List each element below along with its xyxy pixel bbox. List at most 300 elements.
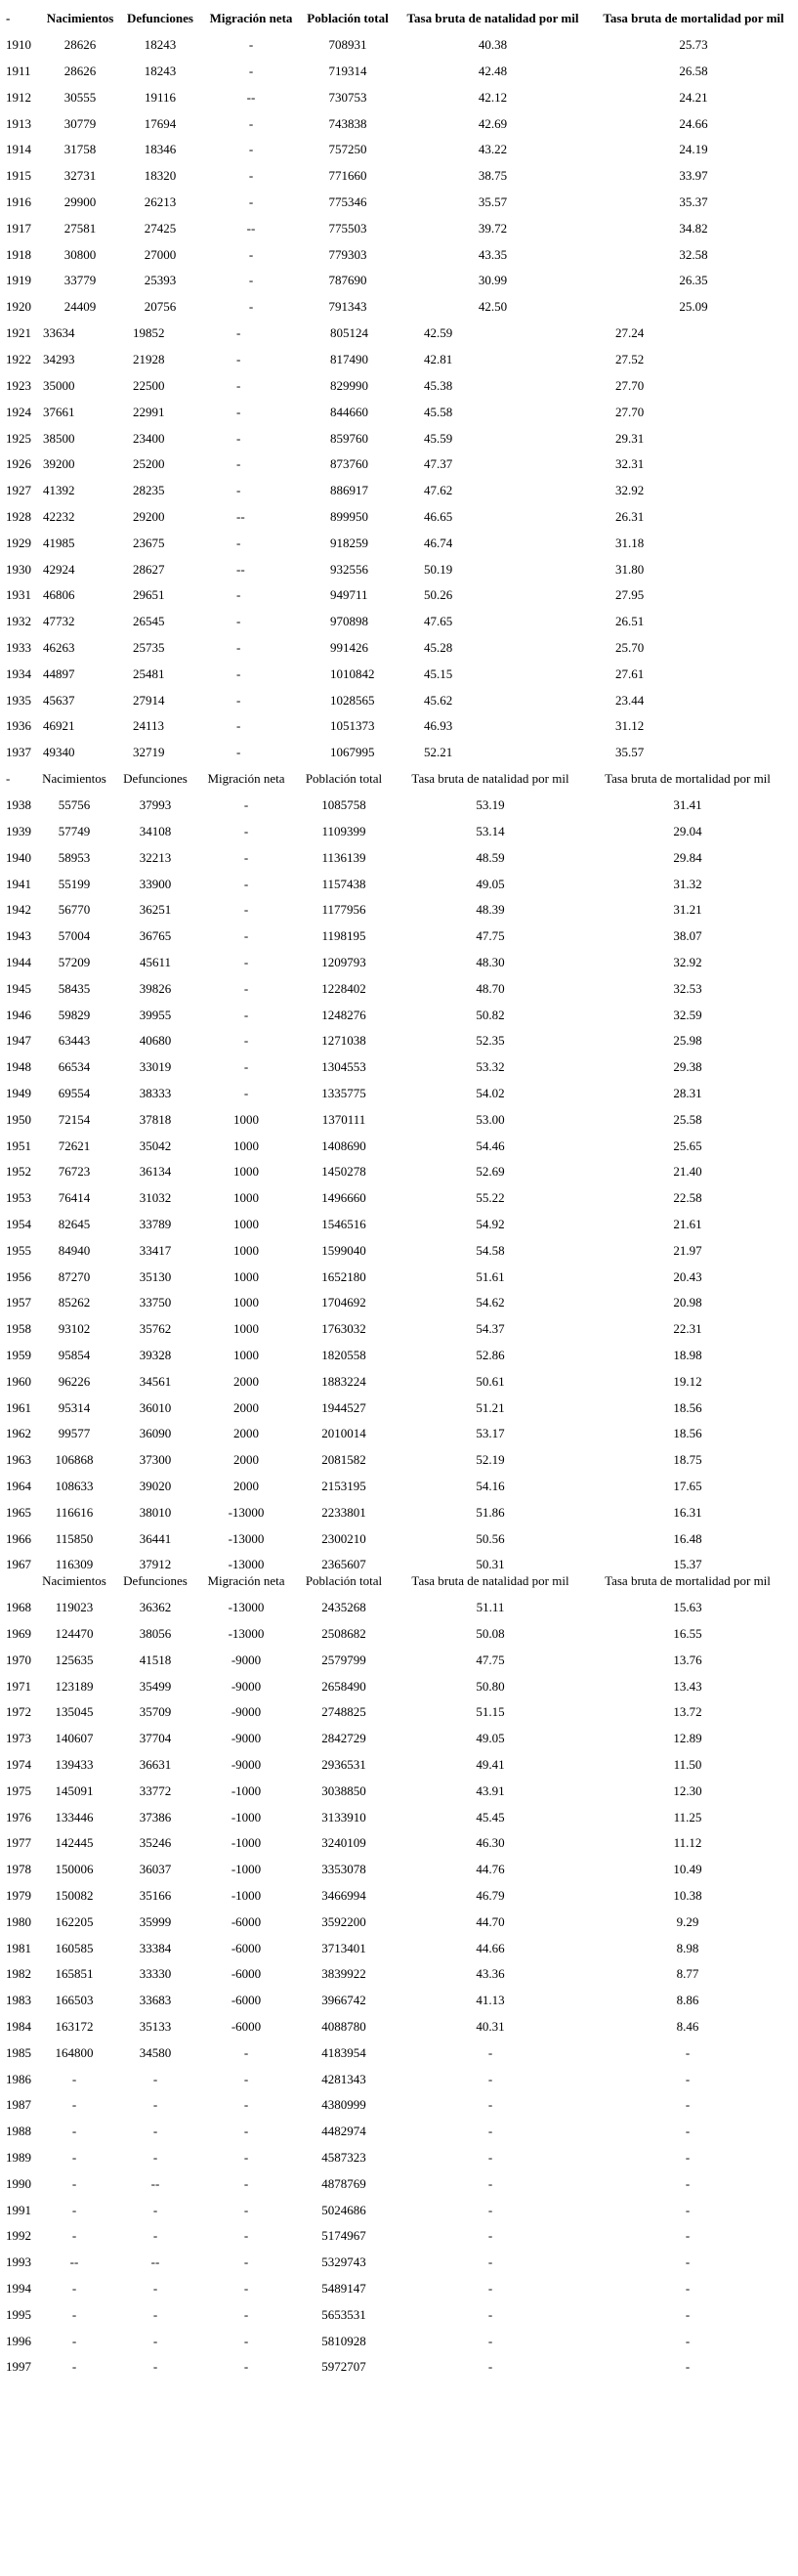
- cell-net-migration: 1000: [233, 1347, 259, 1362]
- cell-total-population: 2508682: [321, 1625, 366, 1641]
- cell-year: 1949: [6, 1085, 31, 1100]
- cell-death-rate: 24.21: [679, 89, 708, 105]
- cell-death-rate: 32.59: [673, 1007, 702, 1022]
- cell-total-population: 1408690: [321, 1138, 366, 1153]
- cell-year: 1958: [6, 1321, 31, 1337]
- cell-total-population: 4183954: [321, 2044, 366, 2060]
- cell-year: 1957: [6, 1295, 31, 1310]
- cell-births: 95314: [58, 1399, 91, 1415]
- cell-birth-rate: 45.58: [424, 404, 453, 419]
- cell-births: 140607: [55, 1731, 94, 1746]
- table-row: [0, 1106, 787, 1133]
- cell-year: 1925: [6, 430, 31, 446]
- cell-birth-rate: -: [487, 2202, 493, 2217]
- cell-year: 1979: [6, 1887, 31, 1903]
- cell-birth-rate: 46.79: [476, 1887, 505, 1903]
- cell-deaths: 35499: [139, 1678, 172, 1694]
- table-row: [0, 294, 798, 321]
- cell-year: 1983: [6, 1993, 31, 2008]
- table-row: [0, 740, 798, 766]
- cell-net-migration: -: [248, 63, 254, 78]
- cell-death-rate: 24.19: [679, 142, 708, 157]
- cell-birth-rate: -: [487, 2124, 493, 2139]
- cell-net-migration: -: [243, 980, 249, 996]
- table-row: [0, 425, 798, 451]
- cell-total-population: 791343: [328, 299, 367, 315]
- cell-net-migration: -: [236, 352, 241, 367]
- table-row: [0, 1988, 787, 2014]
- cell-net-migration: -9000: [231, 1678, 262, 1694]
- cell-deaths: 29651: [133, 587, 165, 603]
- cell-net-migration: -: [248, 115, 254, 131]
- cell-death-rate: 18.98: [673, 1347, 702, 1362]
- cell-births: 163172: [55, 2018, 94, 2034]
- table-row: [0, 871, 787, 897]
- cell-births: 47732: [43, 614, 75, 629]
- cell-total-population: 2153195: [321, 1478, 366, 1493]
- cell-year: 1952: [6, 1164, 31, 1180]
- table-header-row: [0, 1568, 787, 1595]
- cell-deaths: 36441: [139, 1530, 172, 1546]
- table-row: [0, 2328, 787, 2354]
- cell-year: 1950: [6, 1111, 31, 1127]
- cell-net-migration: 2000: [233, 1478, 259, 1493]
- cell-death-rate: 25.58: [673, 1111, 702, 1127]
- cell-deaths: -: [152, 2149, 158, 2165]
- cell-total-population: 817490: [330, 352, 368, 367]
- table-row: [0, 635, 798, 662]
- table-row: [0, 215, 798, 241]
- cell-death-rate: 27.70: [615, 404, 645, 419]
- cell-death-rate: 16.31: [673, 1504, 702, 1520]
- table-row: [0, 1752, 787, 1779]
- cell-deaths: 35166: [139, 1887, 172, 1903]
- cell-births: -: [71, 2097, 77, 2113]
- cell-birth-rate: 52.86: [476, 1347, 505, 1362]
- cell-death-rate: 21.40: [673, 1164, 702, 1180]
- cell-year: 1993: [6, 2254, 31, 2270]
- cell-deaths: 36090: [139, 1426, 172, 1441]
- cell-total-population: 1157438: [321, 876, 366, 891]
- table-row: [0, 819, 787, 845]
- cell-death-rate: 22.58: [673, 1190, 702, 1206]
- cell-birth-rate: 38.75: [478, 168, 508, 184]
- cell-births: 119023: [55, 1600, 94, 1615]
- cell-total-population: 3592200: [321, 1913, 366, 1929]
- cell-deaths: 33900: [139, 876, 172, 891]
- cell-births: 42924: [43, 561, 75, 577]
- cell-death-rate: 31.21: [673, 902, 702, 918]
- cell-net-migration: 1000: [233, 1164, 259, 1180]
- table-row: [0, 1237, 787, 1264]
- cell-year: 1987: [6, 2097, 31, 2113]
- cell-deaths: 35246: [139, 1835, 172, 1851]
- cell-births: 58435: [58, 980, 91, 996]
- cell-death-rate: 9.29: [676, 1913, 699, 1929]
- cell-deaths: 39826: [139, 980, 172, 996]
- cell-net-migration: -: [248, 37, 254, 53]
- cell-deaths: 34108: [139, 823, 172, 838]
- cell-total-population: 3133910: [321, 1809, 366, 1825]
- column-header-births: Nacimientos: [46, 11, 114, 26]
- cell-deaths: 39020: [139, 1478, 172, 1493]
- cell-net-migration: -: [248, 142, 254, 157]
- cell-births: 150006: [55, 1862, 94, 1877]
- cell-birth-rate: 50.26: [424, 587, 453, 603]
- cell-births: 32731: [63, 168, 97, 184]
- cell-deaths: 18320: [144, 168, 177, 184]
- column-header-year: -: [6, 11, 11, 26]
- cell-total-population: 1883224: [321, 1373, 366, 1389]
- cell-death-rate: 31.80: [615, 561, 645, 577]
- cell-total-population: 2300210: [321, 1530, 366, 1546]
- cell-deaths: 19852: [133, 325, 165, 341]
- cell-death-rate: -: [685, 2175, 691, 2191]
- cell-total-population: 4482974: [321, 2124, 366, 2139]
- cell-total-population: 1335775: [321, 1085, 366, 1100]
- cell-net-migration: -: [236, 535, 241, 550]
- cell-net-migration: -6000: [231, 1966, 262, 1982]
- cell-births: 59829: [58, 1007, 91, 1022]
- cell-birth-rate: 54.37: [476, 1321, 505, 1337]
- cell-births: 56770: [58, 902, 91, 918]
- cell-birth-rate: 30.99: [478, 273, 508, 288]
- cell-death-rate: 29.38: [673, 1059, 702, 1075]
- cell-year: 1985: [6, 2044, 31, 2060]
- table-row: [0, 268, 798, 294]
- cell-deaths: 27914: [133, 692, 165, 708]
- cell-death-rate: 27.61: [615, 665, 645, 681]
- cell-total-population: 1599040: [321, 1242, 366, 1258]
- cell-year: 1990: [6, 2175, 31, 2191]
- cell-year: 1992: [6, 2228, 31, 2244]
- cell-births: 85262: [58, 1295, 91, 1310]
- cell-total-population: 4281343: [321, 2071, 366, 2086]
- cell-death-rate: 38.07: [673, 928, 702, 944]
- cell-death-rate: 32.31: [615, 456, 645, 472]
- cell-death-rate: 15.37: [673, 1557, 702, 1572]
- cell-year: 1996: [6, 2333, 31, 2348]
- cell-net-migration: -13000: [228, 1530, 265, 1546]
- cell-net-migration: -6000: [231, 1940, 262, 1955]
- table-row: [0, 347, 798, 373]
- cell-births: 84940: [58, 1242, 91, 1258]
- cell-birth-rate: 42.69: [478, 115, 508, 131]
- cell-deaths: 36765: [139, 928, 172, 944]
- cell-death-rate: 26.58: [679, 63, 708, 78]
- cell-birth-rate: 50.19: [424, 561, 453, 577]
- cell-birth-rate: 44.76: [476, 1862, 505, 1877]
- table-row: [0, 1961, 787, 1988]
- table-row: [0, 1673, 787, 1699]
- cell-births: 106868: [55, 1452, 94, 1468]
- cell-birth-rate: -: [487, 2333, 493, 2348]
- cell-births: 63443: [58, 1033, 91, 1049]
- cell-deaths: 41518: [139, 1652, 172, 1667]
- cell-birth-rate: 55.22: [476, 1190, 505, 1206]
- cell-death-rate: 29.31: [615, 430, 645, 446]
- column-header-death-rate: Tasa bruta de mortalidad por mil: [603, 11, 784, 26]
- cell-birth-rate: 54.46: [476, 1138, 505, 1153]
- cell-births: 76723: [58, 1164, 91, 1180]
- cell-birth-rate: 52.35: [476, 1033, 505, 1049]
- cell-birth-rate: 43.35: [478, 246, 508, 262]
- cell-year: 1966: [6, 1530, 31, 1546]
- cell-deaths: 33417: [139, 1242, 172, 1258]
- cell-net-migration: -: [243, 2202, 249, 2217]
- cell-total-population: 2233801: [321, 1504, 366, 1520]
- cell-deaths: -: [152, 2306, 158, 2322]
- cell-death-rate: 32.92: [673, 954, 702, 969]
- cell-year: 1927: [6, 483, 31, 498]
- cell-birth-rate: 43.36: [476, 1966, 505, 1982]
- table-row: [0, 582, 798, 609]
- cell-year: 1959: [6, 1347, 31, 1362]
- demographics-table-1968-1997: [0, 1568, 787, 2381]
- cell-birth-rate: 51.11: [476, 1600, 505, 1615]
- cell-births: 31758: [63, 142, 97, 157]
- cell-total-population: 787690: [328, 273, 367, 288]
- cell-year: 1964: [6, 1478, 31, 1493]
- cell-births: 39200: [43, 456, 75, 472]
- cell-deaths: -: [152, 2228, 158, 2244]
- cell-net-migration: -13000: [228, 1557, 265, 1572]
- cell-year: 1951: [6, 1138, 31, 1153]
- cell-death-rate: 15.63: [673, 1600, 702, 1615]
- cell-net-migration: -1000: [231, 1782, 262, 1798]
- table-row: [0, 1395, 787, 1421]
- cell-year: 1910: [6, 37, 31, 53]
- cell-year: 1960: [6, 1373, 31, 1389]
- cell-birth-rate: 47.65: [424, 614, 453, 629]
- cell-net-migration: -: [243, 2228, 249, 2244]
- cell-year: 1937: [6, 745, 31, 760]
- cell-death-rate: 13.76: [673, 1652, 702, 1667]
- cell-year: 1974: [6, 1756, 31, 1772]
- table-row: [0, 1857, 787, 1883]
- cell-birth-rate: 41.13: [476, 1993, 505, 2008]
- cell-death-rate: 16.55: [673, 1625, 702, 1641]
- cell-year: 1946: [6, 1007, 31, 1022]
- cell-net-migration: 1000: [233, 1321, 259, 1337]
- cell-year: 1939: [6, 823, 31, 838]
- cell-total-population: 2658490: [321, 1678, 366, 1694]
- cell-net-migration: -1000: [231, 1887, 262, 1903]
- cell-birth-rate: 54.62: [476, 1295, 505, 1310]
- cell-births: 124470: [55, 1625, 94, 1641]
- cell-net-migration: -: [243, 849, 249, 865]
- cell-birth-rate: -: [487, 2175, 493, 2191]
- cell-births: 24409: [63, 299, 97, 315]
- cell-births: -: [71, 2333, 77, 2348]
- cell-births: 72621: [58, 1138, 91, 1153]
- column-header-total-population: Población total: [307, 11, 389, 26]
- cell-total-population: 1546516: [321, 1216, 366, 1231]
- cell-death-rate: 31.41: [673, 797, 702, 813]
- cell-year: 1968: [6, 1600, 31, 1615]
- cell-total-population: 2365607: [321, 1557, 366, 1572]
- cell-births: -: [71, 2175, 77, 2191]
- cell-total-population: 2936531: [321, 1756, 366, 1772]
- cell-total-population: 3466994: [321, 1887, 366, 1903]
- cell-birth-rate: 39.72: [478, 220, 508, 236]
- cell-deaths: 33772: [139, 1782, 172, 1798]
- cell-death-rate: 31.32: [673, 876, 702, 891]
- cell-birth-rate: 48.70: [476, 980, 505, 996]
- cell-year: 1921: [6, 325, 31, 341]
- cell-total-population: 829990: [330, 377, 368, 393]
- cell-birth-rate: 50.61: [476, 1373, 505, 1389]
- cell-births: 55199: [58, 876, 91, 891]
- cell-year: 1955: [6, 1242, 31, 1258]
- cell-death-rate: -: [685, 2306, 691, 2322]
- table-row: [0, 2066, 787, 2092]
- table-row: [0, 1647, 787, 1673]
- cell-births: 123189: [55, 1678, 94, 1694]
- cell-year: 1938: [6, 797, 31, 813]
- cell-deaths: 37912: [139, 1557, 172, 1572]
- cell-deaths: 18346: [144, 142, 177, 157]
- cell-births: 30555: [63, 89, 97, 105]
- table-row: [0, 1343, 787, 1369]
- cell-births: -: [71, 2071, 77, 2086]
- cell-year: 1932: [6, 614, 31, 629]
- cell-deaths: -: [152, 2359, 158, 2375]
- cell-net-migration: -: [236, 745, 241, 760]
- cell-year: 1918: [6, 246, 31, 262]
- cell-death-rate: 24.66: [679, 115, 708, 131]
- cell-total-population: 5024686: [321, 2202, 366, 2217]
- cell-births: 33634: [43, 325, 75, 341]
- column-header-year: -: [6, 771, 11, 787]
- cell-death-rate: 31.12: [615, 718, 645, 734]
- cell-births: 27581: [63, 220, 97, 236]
- table-row: [0, 451, 798, 478]
- cell-year: 1919: [6, 273, 31, 288]
- cell-deaths: --: [150, 2175, 160, 2191]
- cell-total-population: 1109399: [321, 823, 366, 838]
- cell-births: 145091: [55, 1782, 94, 1798]
- cell-births: 142445: [55, 1835, 94, 1851]
- cell-total-population: 4088780: [321, 2018, 366, 2034]
- cell-net-migration: -: [243, 954, 249, 969]
- cell-year: 1989: [6, 2149, 31, 2165]
- table-header-row: [0, 6, 798, 32]
- cell-net-migration: 1000: [233, 1295, 259, 1310]
- cell-death-rate: -: [685, 2149, 691, 2165]
- cell-death-rate: 27.52: [615, 352, 645, 367]
- table-row: [0, 1290, 787, 1316]
- cell-births: -: [71, 2124, 77, 2139]
- cell-births: 72154: [58, 1111, 91, 1127]
- cell-birth-rate: 54.02: [476, 1085, 505, 1100]
- cell-total-population: 873760: [330, 456, 368, 472]
- cell-net-migration: -: [248, 246, 254, 262]
- cell-birth-rate: 49.05: [476, 876, 505, 891]
- cell-net-migration: -: [243, 2333, 249, 2348]
- cell-death-rate: 11.12: [673, 1835, 702, 1851]
- cell-deaths: 18243: [144, 63, 177, 78]
- cell-birth-rate: 50.56: [476, 1530, 505, 1546]
- cell-birth-rate: 45.59: [424, 430, 453, 446]
- table-row: [0, 1447, 787, 1474]
- cell-deaths: 35709: [139, 1704, 172, 1720]
- table-row: [0, 713, 798, 740]
- cell-net-migration: --: [246, 220, 256, 236]
- cell-net-migration: -: [236, 404, 241, 419]
- cell-net-migration: -: [236, 614, 241, 629]
- cell-total-population: 1198195: [321, 928, 366, 944]
- cell-birth-rate: 53.19: [476, 797, 505, 813]
- cell-year: 1995: [6, 2306, 31, 2322]
- cell-birth-rate: 46.74: [424, 535, 453, 550]
- cell-death-rate: 35.37: [679, 193, 708, 209]
- cell-death-rate: 35.57: [615, 745, 645, 760]
- cell-birth-rate: -: [487, 2044, 493, 2060]
- cell-year: 1975: [6, 1782, 31, 1798]
- column-header-deaths: Defunciones: [123, 1573, 188, 1589]
- cell-total-population: 1496660: [321, 1190, 366, 1206]
- cell-births: 76414: [58, 1190, 91, 1206]
- cell-death-rate: -: [685, 2124, 691, 2139]
- cell-death-rate: 23.44: [615, 692, 645, 708]
- cell-year: 1970: [6, 1652, 31, 1667]
- cell-year: 1997: [6, 2359, 31, 2375]
- cell-deaths: 38056: [139, 1625, 172, 1641]
- cell-total-population: 708931: [328, 37, 367, 53]
- cell-year: 1988: [6, 2124, 31, 2139]
- cell-births: 96226: [58, 1373, 91, 1389]
- cell-deaths: 27000: [144, 246, 177, 262]
- cell-year: 1923: [6, 377, 31, 393]
- cell-death-rate: 8.98: [676, 1940, 699, 1955]
- cell-total-population: 1652180: [321, 1268, 366, 1284]
- cell-net-migration: -9000: [231, 1652, 262, 1667]
- cell-total-population: 2842729: [321, 1731, 366, 1746]
- cell-deaths: 32719: [133, 745, 165, 760]
- cell-deaths: 24113: [133, 718, 165, 734]
- cell-net-migration: -: [236, 665, 241, 681]
- cell-year: 1967: [6, 1557, 31, 1572]
- cell-total-population: 3038850: [321, 1782, 366, 1798]
- cell-births: -: [71, 2280, 77, 2296]
- cell-year: 1929: [6, 535, 31, 550]
- column-header-birth-rate: Tasa bruta de natalidad por mil: [406, 11, 579, 26]
- cell-birth-rate: 35.57: [478, 193, 508, 209]
- cell-total-population: 886917: [330, 483, 368, 498]
- cell-births: 55756: [58, 797, 91, 813]
- cell-birth-rate: 43.91: [476, 1782, 505, 1798]
- cell-year: 1986: [6, 2071, 31, 2086]
- cell-birth-rate: 53.17: [476, 1426, 505, 1441]
- table-row: [0, 2145, 787, 2171]
- cell-deaths: 28627: [133, 561, 165, 577]
- table-row: [0, 373, 798, 400]
- cell-net-migration: 2000: [233, 1373, 259, 1389]
- cell-net-migration: -: [243, 902, 249, 918]
- cell-birth-rate: 44.70: [476, 1913, 505, 1929]
- cell-birth-rate: 47.75: [476, 928, 505, 944]
- cell-deaths: 37993: [139, 797, 172, 813]
- cell-death-rate: 8.86: [676, 1993, 699, 2008]
- cell-births: 37661: [43, 404, 75, 419]
- cell-deaths: 40680: [139, 1033, 172, 1049]
- cell-total-population: 1704692: [321, 1295, 366, 1310]
- table-row: [0, 1525, 787, 1552]
- cell-death-rate: 25.98: [673, 1033, 702, 1049]
- table-row: [0, 1054, 787, 1081]
- cell-total-population: 2579799: [321, 1652, 366, 1667]
